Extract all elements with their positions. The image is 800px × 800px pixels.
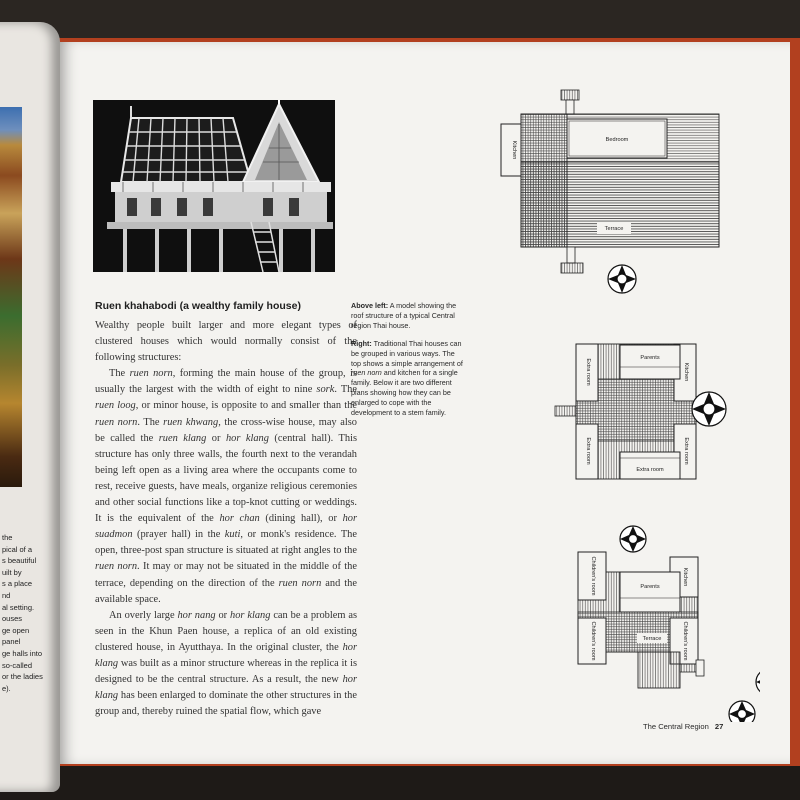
previous-page-text-line: or the ladies bbox=[2, 672, 43, 682]
tree-icon bbox=[620, 526, 646, 552]
plan3-terrace-label: Terrace bbox=[642, 636, 662, 642]
house-floor-plans bbox=[480, 82, 760, 722]
caption-label: Above left: bbox=[351, 301, 389, 310]
plan3-parents-label: Parents bbox=[640, 584, 660, 590]
previous-page-text bbox=[2, 532, 52, 694]
body-paragraph: Wealthy people built larger and more elegant types of clustered houses which would normally consist of the following structures: bbox=[95, 320, 357, 364]
caption-label: Right: bbox=[351, 338, 372, 348]
body-paragraph: An overly large hor nang or hor klang can be a problem as seen in the Khun Paen house, a replica of an old existing clustered house, in Ayutthaya. In the original cluster, the hor klang was built as a minor structure whereas in the replica it is designed to be the central structure. As a result, the new hor klang has been enlarged to dominate the other structures in the group and, thereby ruined the spatial flow, which gave bbox=[95, 609, 357, 718]
house-model-photo bbox=[93, 100, 335, 272]
previous-page bbox=[0, 22, 60, 792]
previous-page-text-line: the bbox=[2, 533, 13, 542]
previous-page-text-line: pical of a bbox=[2, 544, 33, 554]
plan1-bedroom-label: Bedroom bbox=[605, 137, 629, 143]
page-footer bbox=[643, 722, 723, 731]
previous-page-photo bbox=[0, 107, 22, 487]
previous-page-text-line: ge open bbox=[2, 625, 30, 635]
tree-icon bbox=[692, 392, 726, 426]
previous-page-text-line: nd bbox=[2, 590, 11, 600]
floor-plan-stem-family bbox=[578, 526, 760, 722]
caption-right bbox=[351, 339, 465, 418]
plan2-extra-room-label: Extra room bbox=[585, 358, 591, 386]
body-paragraph: The ruen norn, forming the main house of the group, is usually the largest with the width of eight to nine sork. The ruen loog, or minor house, is opposite to and smaller than the ruen norn. The ruen khwang, the cross-wise house, may also be called the ruen klang or hor klang (central hall). This structure has only three walls, the fourth next to the verandah being left open as a living area where the occupants come to rest, receive guests, have meals, organize religious ceremonies and other social functions like a top-knot cutting or weddings. It is the equivalent of the hor chan (dining hall), or hor suadmon (prayer hall) in the kuti, or monk's residence. The open, three-post span structure is situated at right angles to the ruen norn. It may or may not be situated in the middle of the terrace, depending on the direction of the ruen norn and the available space. bbox=[95, 368, 358, 605]
previous-page-text-line: ouses bbox=[2, 614, 23, 624]
figure-captions bbox=[351, 301, 465, 426]
body-text bbox=[95, 318, 357, 720]
previous-page-text-line: s a place bbox=[2, 579, 33, 589]
caption-text: Traditional Thai houses can be grouped in various ways. The top shows a simple arrangement of ruen norn and kitchen for a single family. Below it are two different plans showing how they can be enlarged to cope with the development to a stem family. bbox=[351, 338, 463, 418]
page-number: 27 bbox=[714, 722, 724, 731]
previous-page-text-line: al setting. bbox=[2, 602, 35, 612]
caption-above-left bbox=[351, 301, 465, 331]
plan2-extra-room-label: Extra room bbox=[683, 437, 689, 465]
plan3-childrens-room-label: Children's room bbox=[590, 621, 596, 661]
thai-house-model-illustration bbox=[93, 100, 335, 272]
plan1-terrace-label: Terrace bbox=[604, 226, 624, 232]
plan2-extra-room-label: Extra room bbox=[585, 437, 591, 465]
plan2-kitchen-label: Kitchen bbox=[683, 362, 689, 382]
tree-icon bbox=[608, 265, 636, 293]
plan3-childrens-room-label: Children's room bbox=[590, 556, 596, 596]
plan3-kitchen-label: Kitchen bbox=[682, 567, 688, 587]
book-page bbox=[60, 42, 790, 764]
caption-text: A model showing the roof structure of a typical Central region Thai house. bbox=[351, 301, 457, 330]
tree-icon bbox=[756, 669, 760, 695]
plan3-childrens-room-label: Children's room bbox=[682, 621, 688, 661]
previous-page-text-line: s beautiful bbox=[2, 556, 37, 566]
floor-plan-extended-family bbox=[555, 344, 726, 479]
plan2-extra-room-label: Extra room bbox=[636, 467, 664, 473]
plan2-parents-label: Parents bbox=[640, 355, 660, 361]
previous-page-text-line: e). bbox=[2, 683, 11, 693]
tree-icon bbox=[729, 701, 755, 722]
table-surface bbox=[0, 760, 800, 800]
floor-plan-single-family bbox=[501, 90, 719, 293]
previous-page-text-line: ge halls into bbox=[2, 648, 43, 658]
previous-page-text-line: uilt by bbox=[2, 567, 22, 577]
plan1-kitchen-label: Kitchen bbox=[511, 140, 517, 160]
section-heading: Ruen khahabodi (a wealthy family house) bbox=[95, 300, 301, 312]
footer-section-title: The Central Region bbox=[643, 722, 709, 731]
previous-page-text-line: so-called bbox=[2, 660, 33, 670]
previous-page-text-line: panel bbox=[2, 637, 21, 647]
